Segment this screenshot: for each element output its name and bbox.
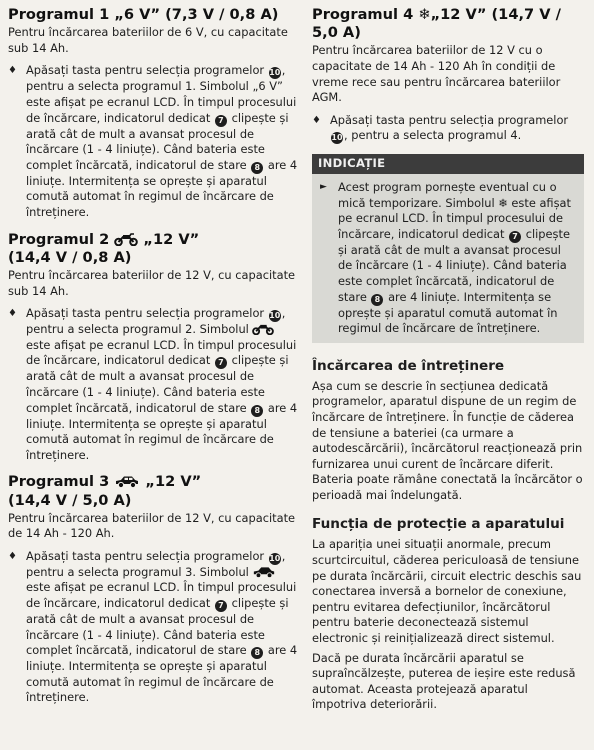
ref-7-badge: 7	[215, 357, 227, 369]
bullet-diamond-icon: ♦	[312, 114, 321, 126]
right-column	[312, 6, 584, 750]
ref-7-badge: 7	[215, 600, 227, 612]
ref-8-badge: 8	[251, 647, 263, 659]
program-2-subtitle: (14,4 V / 0,8 A)	[8, 248, 132, 266]
note-box	[312, 154, 584, 342]
program-2-title: Programul 2 „12 V”	[8, 230, 200, 248]
maintenance-text: Așa cum se descrie în secțiunea dedicată programelor, aparatul dispune de un regim de încărcare de întreținere. În funcție de căderea de tensiune a bateriei (ca urmare a autodescărcării), încărcătorul reacționează prin furnizarea unui curent de încărcare diferit. Bateria poate rămâne conectată la încărcător o perioadă mai îndelungată.	[312, 378, 583, 502]
program-3-title: Programul 3 „12 V”	[8, 473, 202, 491]
note-header: INDICAȚIE	[312, 154, 584, 174]
program-3-subtitle: (14,4 V / 5,0 A)	[8, 491, 132, 509]
ref-8-badge: 8	[251, 405, 263, 417]
note-text: Acest program pornește eventual cu o mică temporizare. Simbolul ❄ este afișat pe ecranul LCD. În timpul procesului de încărcare, indicatorul dedicat 7 clipește și arată cât de mult a avansat procesul de încărcare (1 - 4 liniuțe). Când bateria este complet încărcată, indicatorul de stare 8 are 4 liniuțe. Intermitența se oprește și aparatul comută automat în regimul de încărcare de întreținere.	[338, 179, 571, 336]
bullet-diamond-icon: ♦	[8, 308, 17, 320]
snowflake-icon: ❄	[498, 195, 508, 210]
car-icon	[114, 475, 140, 488]
ref-7-badge: 7	[509, 231, 521, 243]
program-2-instruction: ♦ Apăsați tasta pentru selecția programelor 10, pentru a selecta programul 2. Simbolul este afișat pe ecranul LCD. În timpul procesului de încărcare, indicatorul dedicat 7 clipește și arată cât de mult a avansat procesul de încărcare (1 - 4 liniuțe). Când bateria este complet încărcată, indicatorul de stare 8 are 4 liniuțe. Intermitența se oprește și aparatul comută automat în regimul de încărcare de întreținere.	[8, 306, 298, 462]
arrow-bullet-icon: ►	[320, 181, 327, 192]
program-4-intro: Pentru încărcarea bateriilor de 12 V cu o capacitate de 14 Ah - 120 Ah în condiții de vreme rece sau pentru încărcarea bateriilor AGM.	[312, 43, 561, 105]
program-2-intro: Pentru încărcarea bateriilor de 12 V, cu capacitate sub 14 Ah.	[8, 267, 296, 298]
program-1-intro: Pentru încărcarea bateriilor de 6 V, cu capacitate sub 14 Ah.	[8, 25, 288, 55]
motorcycle-icon	[114, 233, 138, 246]
bullet-diamond-icon: ♦	[8, 65, 17, 77]
ref-10-badge: 10	[331, 133, 343, 143]
ref-8-badge: 8	[251, 162, 263, 174]
program-4-instruction: ♦ Apăsați tasta pentru selecția programelor 10, pentru a selecta programul 4.	[312, 112, 569, 143]
protection-text-2: Dacă pe durata încărcării aparatul se supraîncălzește, puterea de ieșire este redusă automat. Aceasta protejează aparatul împotriva deteriorării.	[312, 650, 576, 712]
ref-10-badge: 10	[269, 311, 281, 321]
snowflake-icon: ❄	[418, 6, 431, 23]
ref-7-badge: 7	[215, 115, 227, 127]
ref-10-badge: 10	[269, 68, 281, 78]
bullet-diamond-icon: ♦	[8, 550, 17, 562]
car-icon	[252, 566, 276, 578]
program-4-title: Programul 4 ❄„12 V” (14,7 V / 5,0 A)	[312, 6, 561, 42]
protection-text-1: La apariția unei situații anormale, precum scurtcircuitul, căderea periculoasă de tensiune pe durata încărcării, circuit electric deschis sau conectarea inversă a bornelor de conexiune, pentru evitarea defecțiunilor, încărcătorul pentru baterie deconectează sistemul electronic și reinițializează direct sistemul.	[312, 537, 582, 646]
protection-title: Funcția de protecție a aparatului	[312, 516, 565, 533]
program-1-instruction: ♦ Apăsați tasta pentru selecția programelor 10, pentru a selecta programul 1. Simbolul „6 V” este afișat pe ecranul LCD. În timpul procesului de încărcare, indicatorul dedicat 7 clipește și arată cât de mult a avansat procesul de încărcare (1 - 4 liniuțe). Când bateria este complet încărcată, indicatorul de stare 8 are 4 liniuțe. Intermitența se oprește și aparatul comută automat în regimul de încărcare de întreținere.	[8, 63, 298, 219]
program-3-intro: Pentru încărcarea bateriilor de 12 V, cu capacitate de 14 Ah - 120 Ah.	[8, 510, 296, 541]
program-1-title: Programul 1 „6 V” (7,3 V / 0,8 A)	[8, 6, 279, 23]
left-column	[8, 6, 300, 750]
program-3-instruction: ♦ Apăsați tasta pentru selecția programelor 10, pentru a selecta programul 3. Simbolul este afișat pe ecranul LCD. În timpul procesului de încărcare, indicatorul dedicat 7 clipește și arată cât de mult a avansat procesul de încărcare (1 - 4 liniuțe). Când bateria este complet încărcată, indicatorul de stare 8 are 4 liniuțe. Intermitența se oprește și aparatul comută automat în regimul de încărcare de întreținere.	[8, 548, 298, 705]
maintenance-title: Încărcarea de întreținere	[312, 357, 505, 374]
motorcycle-icon	[252, 323, 274, 335]
ref-10-badge: 10	[269, 553, 281, 563]
ref-8-badge: 8	[371, 294, 383, 306]
